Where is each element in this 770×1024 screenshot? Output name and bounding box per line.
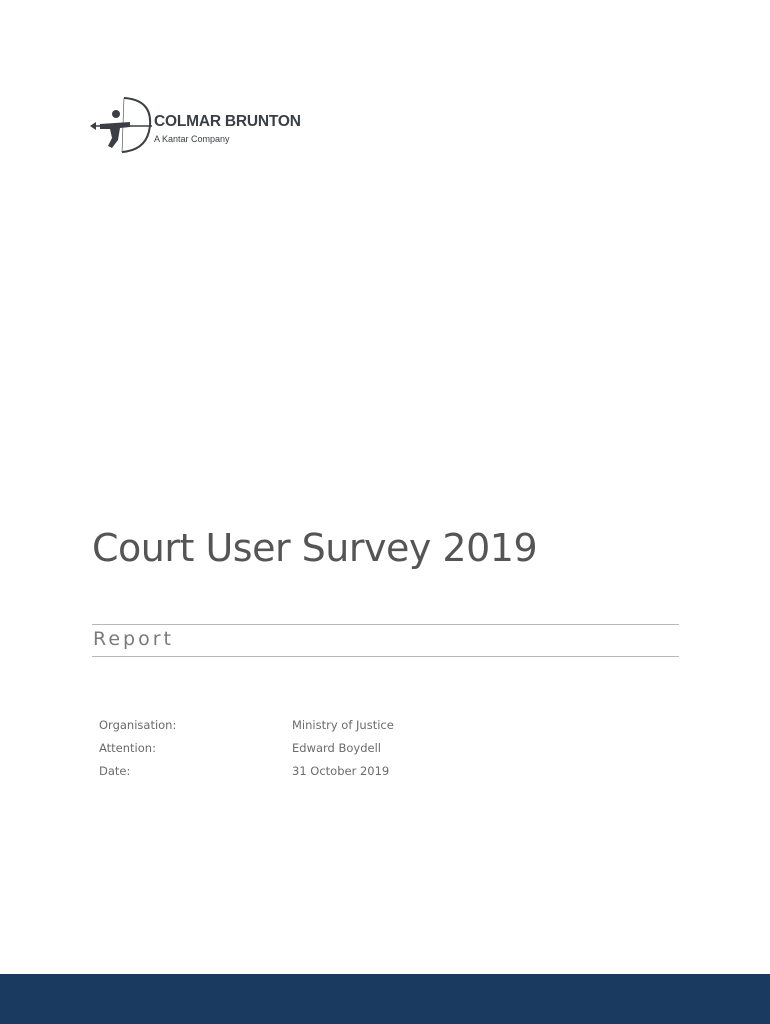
subtitle-top-rule <box>92 624 679 625</box>
document-details <box>99 718 499 787</box>
detail-value: Edward Boydell <box>292 741 381 755</box>
detail-row-organisation <box>99 718 499 741</box>
detail-label: Organisation: <box>99 718 177 732</box>
archer-icon <box>90 96 154 154</box>
detail-row-attention <box>99 741 499 764</box>
detail-value: 31 October 2019 <box>292 764 390 778</box>
detail-label: Attention: <box>99 741 156 755</box>
subtitle-bottom-rule <box>92 656 679 657</box>
document-title: Court User Survey 2019 <box>92 526 538 570</box>
detail-label: Date: <box>99 764 131 778</box>
logo-tagline: A Kantar Company <box>154 134 230 144</box>
company-logo <box>90 96 320 154</box>
document-subtitle: Report <box>93 628 174 650</box>
footer-band <box>0 974 770 1024</box>
logo-name: COLMAR BRUNTON <box>154 113 301 130</box>
detail-value: Ministry of Justice <box>292 718 394 732</box>
detail-row-date <box>99 764 499 787</box>
